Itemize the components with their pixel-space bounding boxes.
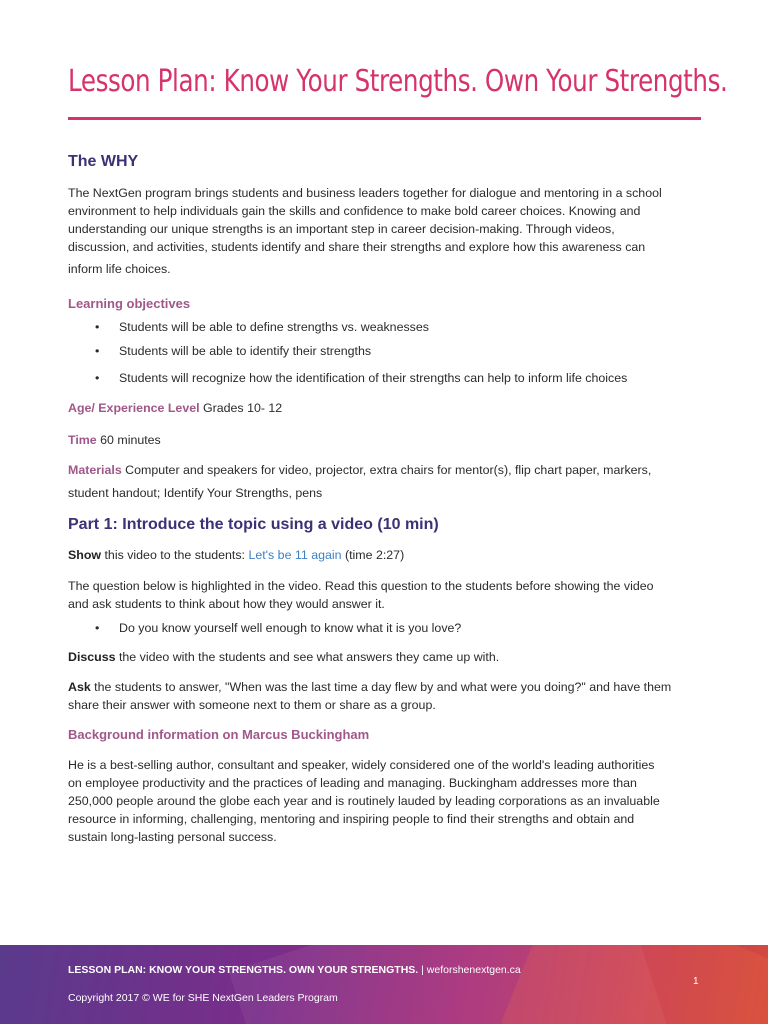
background-line-4: resource in informing, challenging, mentoring and inspiring people to find their strengths and obtain and [68,812,635,826]
age-value: Grades 10- 12 [199,401,283,415]
time-label: Time [68,433,97,447]
ask-bold: Ask [68,680,91,694]
materials-line-2: student handout; Identify Your Strengths, pens [68,486,323,500]
ask-text: the students to answer, "When was the last time a day flew by and what were you doing?" and have them [90,680,672,694]
why-line-2: environment to help individuals gain the skills and confidence to make bold career choices. Knowing and [68,204,641,218]
bullet-icon: • [95,621,100,635]
discuss-row [68,650,499,664]
title-divider [68,117,701,120]
materials-row [68,463,651,477]
bullet-icon: • [95,371,100,385]
show-bold: Show [68,548,102,562]
objectives-heading: Learning objectives [68,296,191,311]
background-line-5: sustain long-lasting personal success. [68,830,277,844]
background-heading: Background information on Marcus Buckingham [68,727,370,742]
materials-value: Computer and speakers for video, projector, extra chairs for mentor(s), flip chart paper, markers, [121,463,652,477]
discuss-text: the video with the students and see what answers they came up with. [115,650,500,664]
materials-label: Materials [68,463,122,477]
why-heading: The WHY [68,153,139,170]
objective-text: Students will be able to define strengths vs. weaknesses [119,320,429,334]
footer-copyright: Copyright 2017 © WE for SHE NextGen Leaders Program [68,992,338,1004]
video-time: (time 2:27) [341,548,405,562]
footer-decoration [501,945,768,1024]
ask-row [68,680,671,694]
question-line-2: and ask students to think about how they would answer it. [68,597,385,611]
why-line-4: discussion, and activities, students identify and share their strengths and explore how this awareness can [68,240,646,254]
part1-heading: Part 1: Introduce the topic using a video (10 min) [68,516,439,533]
footer-title-bold: LESSON PLAN: KNOW YOUR STRENGTHS. OWN YOUR STRENGTHS. [68,964,419,976]
objective-text: Students will recognize how the identification of their strengths can help to inform life choices [119,371,628,385]
bullet-icon: • [95,344,100,358]
show-row [68,548,404,562]
objective-text: Students will be able to identify their strengths [119,344,372,358]
bullet-icon: • [95,320,100,334]
background-line-3: 250,000 people around the globe each year and is routinely lauded by leading corporations as an invaluable [68,794,660,808]
age-row [68,401,282,415]
why-line-1: The NextGen program brings students and business leaders together for dialogue and mentoring in a school [68,186,662,200]
footer-url: | weforshenextgen.ca [418,964,521,976]
time-row [68,433,161,447]
question-line-1: The question below is highlighted in the video. Read this question to the students before showing the video [68,579,654,593]
discuss-bold: Discuss [68,650,116,664]
page-number: 1 [693,976,699,987]
why-line-3: understanding our unique strengths is an important step in career decision-making. Through videos, [68,222,615,236]
footer-title [68,964,521,976]
background-line-1: He is a best-selling author, consultant and speaker, widely considered one of the world's leading authorities [68,758,655,772]
question-text: Do you know yourself well enough to know what it is you love? [119,621,462,635]
ask-line-2: share their answer with someone next to them or share as a group. [68,698,436,712]
page-footer [0,945,768,1024]
show-text: this video to the students: [101,548,249,562]
age-label: Age/ Experience Level [68,401,200,415]
page-title: Lesson Plan: Know Your Strengths. Own Your Strengths. [68,64,728,99]
why-line-5: inform life choices. [68,262,171,276]
video-link[interactable]: Let's be 11 again [248,548,342,562]
time-value: 60 minutes [96,433,161,447]
background-line-2: on employee productivity and the practices of leading and managing. Buckingham addresses more than [68,776,637,790]
